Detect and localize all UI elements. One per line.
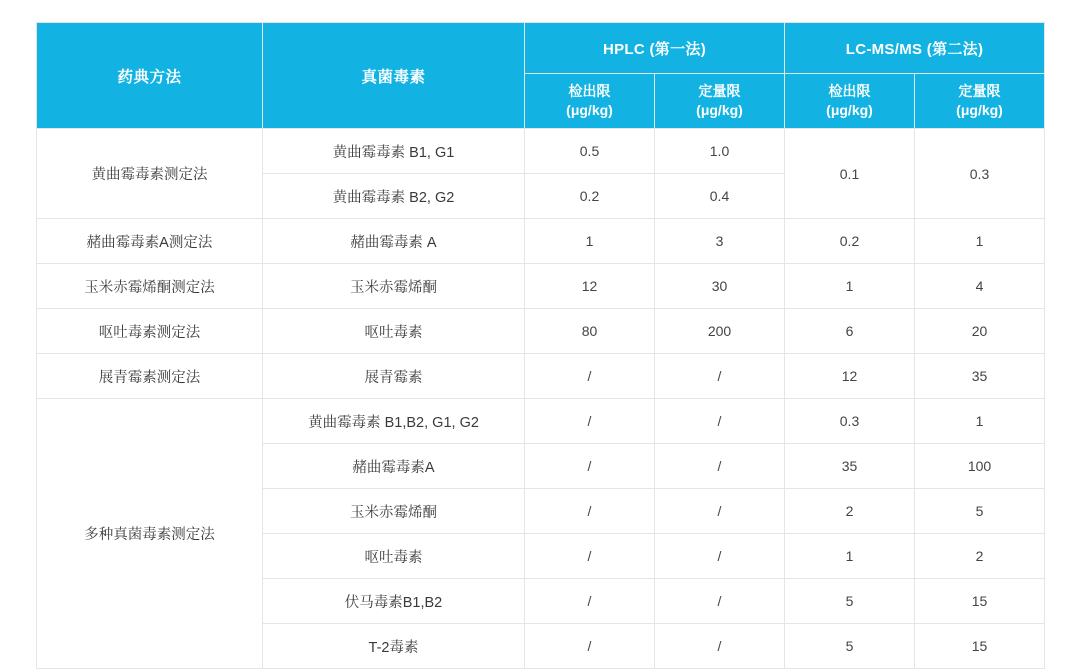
cell-ms-lod: 12 [785,354,915,399]
header-ms-lod-label: 检出限 [828,83,871,100]
header-hplc-lod-label: 检出限 [568,83,611,100]
cell-ms-lod: 0.1 [785,129,915,219]
table-row [37,264,1045,309]
header-row-groups [37,23,1045,74]
cell-toxin: 呕吐毒素 [263,309,525,354]
cell-hplc-loq: 1.0 [655,129,785,174]
header-hplc-loq-unit: (μg/kg) [696,102,743,118]
cell-hplc-lod: / [525,489,655,534]
cell-ms-loq: 15 [915,624,1045,669]
table-row [37,354,1045,399]
cell-ms-lod: 1 [785,264,915,309]
cell-ms-loq: 35 [915,354,1045,399]
header-hplc-loq-label: 定量限 [698,83,741,100]
cell-toxin: 玉米赤霉烯酮 [263,264,525,309]
cell-hplc-lod: 12 [525,264,655,309]
cell-ms-loq: 5 [915,489,1045,534]
cell-ms-loq: 20 [915,309,1045,354]
table-row [37,129,1045,174]
cell-hplc-loq: / [655,444,785,489]
cell-hplc-lod: / [525,534,655,579]
table-row [37,309,1045,354]
table-body [37,129,1045,669]
cell-ms-loq: 0.3 [915,129,1045,219]
header-ms-lod [785,74,915,129]
cell-ms-lod: 0.3 [785,399,915,444]
cell-hplc-loq: / [655,399,785,444]
cell-ms-loq: 1 [915,219,1045,264]
cell-hplc-lod: / [525,399,655,444]
header-ms-loq-unit: (μg/kg) [956,102,1003,118]
cell-hplc-lod: / [525,624,655,669]
cell-method: 展青霉素测定法 [37,354,263,399]
cell-hplc-lod: / [525,579,655,624]
cell-method: 黄曲霉毒素测定法 [37,129,263,219]
cell-ms-lod: 0.2 [785,219,915,264]
header-hplc-lod-unit: (μg/kg) [566,102,613,118]
header-ms-loq [915,74,1045,129]
cell-hplc-lod: 1 [525,219,655,264]
cell-ms-lod: 5 [785,579,915,624]
cell-hplc-lod: 0.5 [525,129,655,174]
header-hplc-lod [525,74,655,129]
table-row [37,219,1045,264]
cell-hplc-loq: / [655,579,785,624]
cell-toxin: 赭曲霉毒素A [263,444,525,489]
cell-hplc-lod: 0.2 [525,174,655,219]
cell-ms-loq: 100 [915,444,1045,489]
cell-ms-lod: 6 [785,309,915,354]
cell-hplc-lod: 80 [525,309,655,354]
cell-hplc-loq: 3 [655,219,785,264]
cell-toxin: 展青霉素 [263,354,525,399]
cell-hplc-loq: 30 [655,264,785,309]
cell-hplc-loq: / [655,534,785,579]
cell-ms-lod: 35 [785,444,915,489]
header-toxin: 真菌毒素 [263,23,525,129]
cell-toxin: T-2毒素 [263,624,525,669]
header-group-lcmsms: LC-MS/MS (第二法) [785,23,1045,74]
cell-ms-loq: 4 [915,264,1045,309]
cell-ms-lod: 2 [785,489,915,534]
cell-ms-lod: 5 [785,624,915,669]
cell-toxin: 伏马毒素B1,B2 [263,579,525,624]
cell-hplc-loq: / [655,624,785,669]
cell-ms-loq: 15 [915,579,1045,624]
header-ms-loq-label: 定量限 [958,83,1001,100]
cell-hplc-loq: / [655,489,785,534]
cell-toxin: 呕吐毒素 [263,534,525,579]
cell-ms-lod: 1 [785,534,915,579]
table-row [37,399,1045,444]
cell-hplc-loq: 0.4 [655,174,785,219]
header-ms-lod-unit: (μg/kg) [826,102,873,118]
cell-hplc-lod: / [525,354,655,399]
cell-toxin: 黄曲霉毒素 B1, G1 [263,129,525,174]
header-hplc-loq [655,74,785,129]
cell-ms-loq: 2 [915,534,1045,579]
header-group-hplc: HPLC (第一法) [525,23,785,74]
cell-ms-loq: 1 [915,399,1045,444]
cell-toxin: 黄曲霉毒素 B2, G2 [263,174,525,219]
mycotoxin-methods-table [36,22,1045,669]
cell-toxin: 黄曲霉毒素 B1,B2, G1, G2 [263,399,525,444]
cell-method: 玉米赤霉烯酮测定法 [37,264,263,309]
cell-toxin: 玉米赤霉烯酮 [263,489,525,534]
header-method: 药典方法 [37,23,263,129]
cell-method: 呕吐毒素测定法 [37,309,263,354]
cell-method: 赭曲霉毒素A测定法 [37,219,263,264]
cell-hplc-loq: / [655,354,785,399]
cell-toxin: 赭曲霉毒素 A [263,219,525,264]
cell-hplc-loq: 200 [655,309,785,354]
cell-method: 多种真菌毒素测定法 [37,399,263,669]
cell-hplc-lod: / [525,444,655,489]
table-header [37,23,1045,129]
